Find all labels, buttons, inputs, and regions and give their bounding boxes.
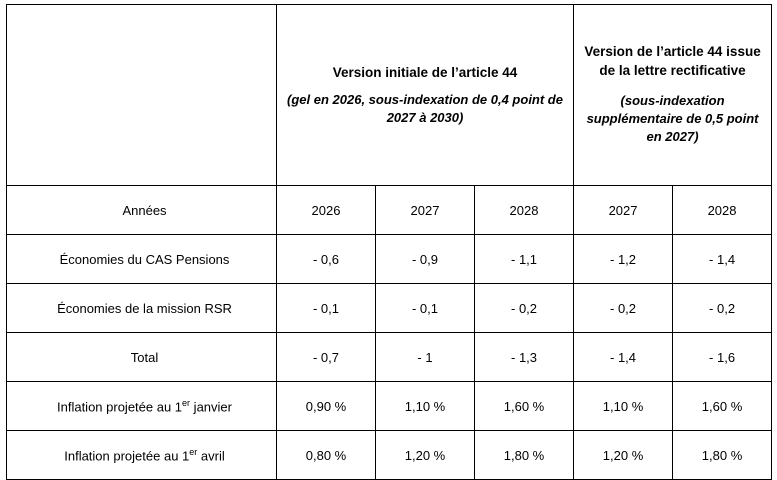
data-cell: - 0,9 [376,235,475,284]
row-label-inflation-avril [7,431,277,480]
header-group-initial-version [277,5,574,186]
row-label-years: Années [7,186,277,235]
table-row [7,235,772,284]
year-cell: 2028 [475,186,574,235]
year-cell: 2028 [673,186,772,235]
data-cell: - 0,7 [277,333,376,382]
row-label-mission-rsr: Économies de la mission RSR [7,284,277,333]
row-label-total: Total [7,333,277,382]
row-label-text-suffix: avril [197,448,225,464]
data-cell: 1,60 % [673,382,772,431]
table-row [7,333,772,382]
year-cell: 2027 [574,186,673,235]
row-label-text: Inflation projetée au 1 [64,448,190,464]
data-cell: - 1,4 [673,235,772,284]
header-group-initial-title: Version initiale de l’article 44 [332,64,518,80]
year-cell: 2027 [376,186,475,235]
data-cell: 1,20 % [376,431,475,480]
data-cell: - 1,6 [673,333,772,382]
data-cell: - 0,6 [277,235,376,284]
data-cell: - 0,2 [673,284,772,333]
table-header-row [7,5,772,186]
budget-table [6,4,772,480]
ordinal-suffix: er [182,397,191,408]
data-cell: 1,10 % [574,382,673,431]
table-row-years [7,186,772,235]
data-cell: 1,60 % [475,382,574,431]
table-row [7,431,772,480]
data-cell: - 1,2 [574,235,673,284]
header-group-rectificative-version [574,5,772,186]
header-group-rectificative-title: Version de l’article 44 issue de la lettre rectificative [584,44,761,79]
data-cell: - 0,2 [475,284,574,333]
data-cell: 1,20 % [574,431,673,480]
data-cell: 1,10 % [376,382,475,431]
data-cell: - 1,4 [574,333,673,382]
data-cell: - 0,2 [574,284,673,333]
data-cell: 0,90 % [277,382,376,431]
data-cell: 0,80 % [277,431,376,480]
header-corner-cell [7,5,277,186]
table-row [7,284,772,333]
header-group-rectificative-subtitle: (sous-indexation supplémentaire de 0,5 point en 2027) [586,93,759,145]
data-cell: - 1,1 [475,235,574,284]
row-label-cas-pensions: Économies du CAS Pensions [7,235,277,284]
data-cell: 1,80 % [475,431,574,480]
data-cell: - 0,1 [376,284,475,333]
row-label-inflation-janvier [7,382,277,431]
ordinal-suffix: er [189,446,198,457]
data-cell: - 1,3 [475,333,574,382]
data-cell: - 0,1 [277,284,376,333]
table-row [7,382,772,431]
header-group-initial-subtitle: (gel en 2026, sous-indexation de 0,4 point de 2027 à 2030) [287,92,563,125]
data-cell: - 1 [376,333,475,382]
row-label-text-suffix: janvier [190,399,232,415]
data-cell: 1,80 % [673,431,772,480]
row-label-text: Inflation projetée au 1 [57,399,183,415]
year-cell: 2026 [277,186,376,235]
